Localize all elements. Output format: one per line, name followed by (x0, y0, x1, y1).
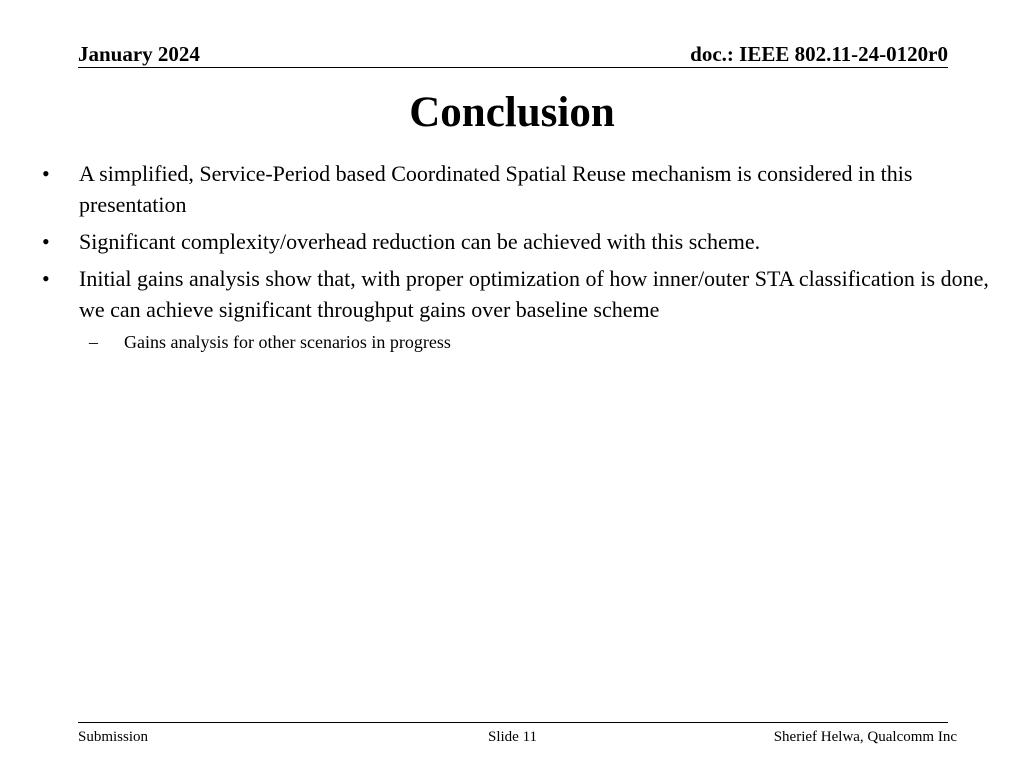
bullet-item (42, 158, 992, 220)
footer-slide-number: Slide 11 (488, 729, 538, 745)
bullet-item (42, 226, 992, 257)
sub-bullet-marker: – (89, 332, 98, 352)
slide-content (42, 158, 992, 355)
bullet-marker: • (42, 266, 50, 291)
bullet-text: Significant complexity/overhead reduction can be achieved with this scheme. (79, 229, 761, 254)
footer-submission: Submission (78, 729, 149, 745)
bullet-marker: • (42, 229, 50, 254)
header-divider (78, 67, 948, 68)
bullet-text: A simplified, Service-Period based Coordinated Spatial Reuse mechanism is considered in this presentation (79, 161, 913, 217)
slide-title: Conclusion (409, 89, 615, 136)
footer-author: Sherief Helwa, Qualcomm Inc (773, 729, 957, 745)
sub-bullet-text: Gains analysis for other scenarios in progress (124, 332, 451, 352)
bullet-marker: • (42, 161, 50, 186)
bullet-text: Initial gains analysis show that, with proper optimization of how inner/outer STA classification is done, we can achieve significant throughput gains over baseline scheme (79, 266, 989, 322)
footer-divider (78, 722, 948, 723)
header-date: January 2024 (78, 42, 200, 66)
header-doc-number: doc.: IEEE 802.11-24-0120r0 (690, 42, 948, 66)
sub-bullet-item (42, 329, 992, 355)
bullet-item (42, 263, 992, 325)
